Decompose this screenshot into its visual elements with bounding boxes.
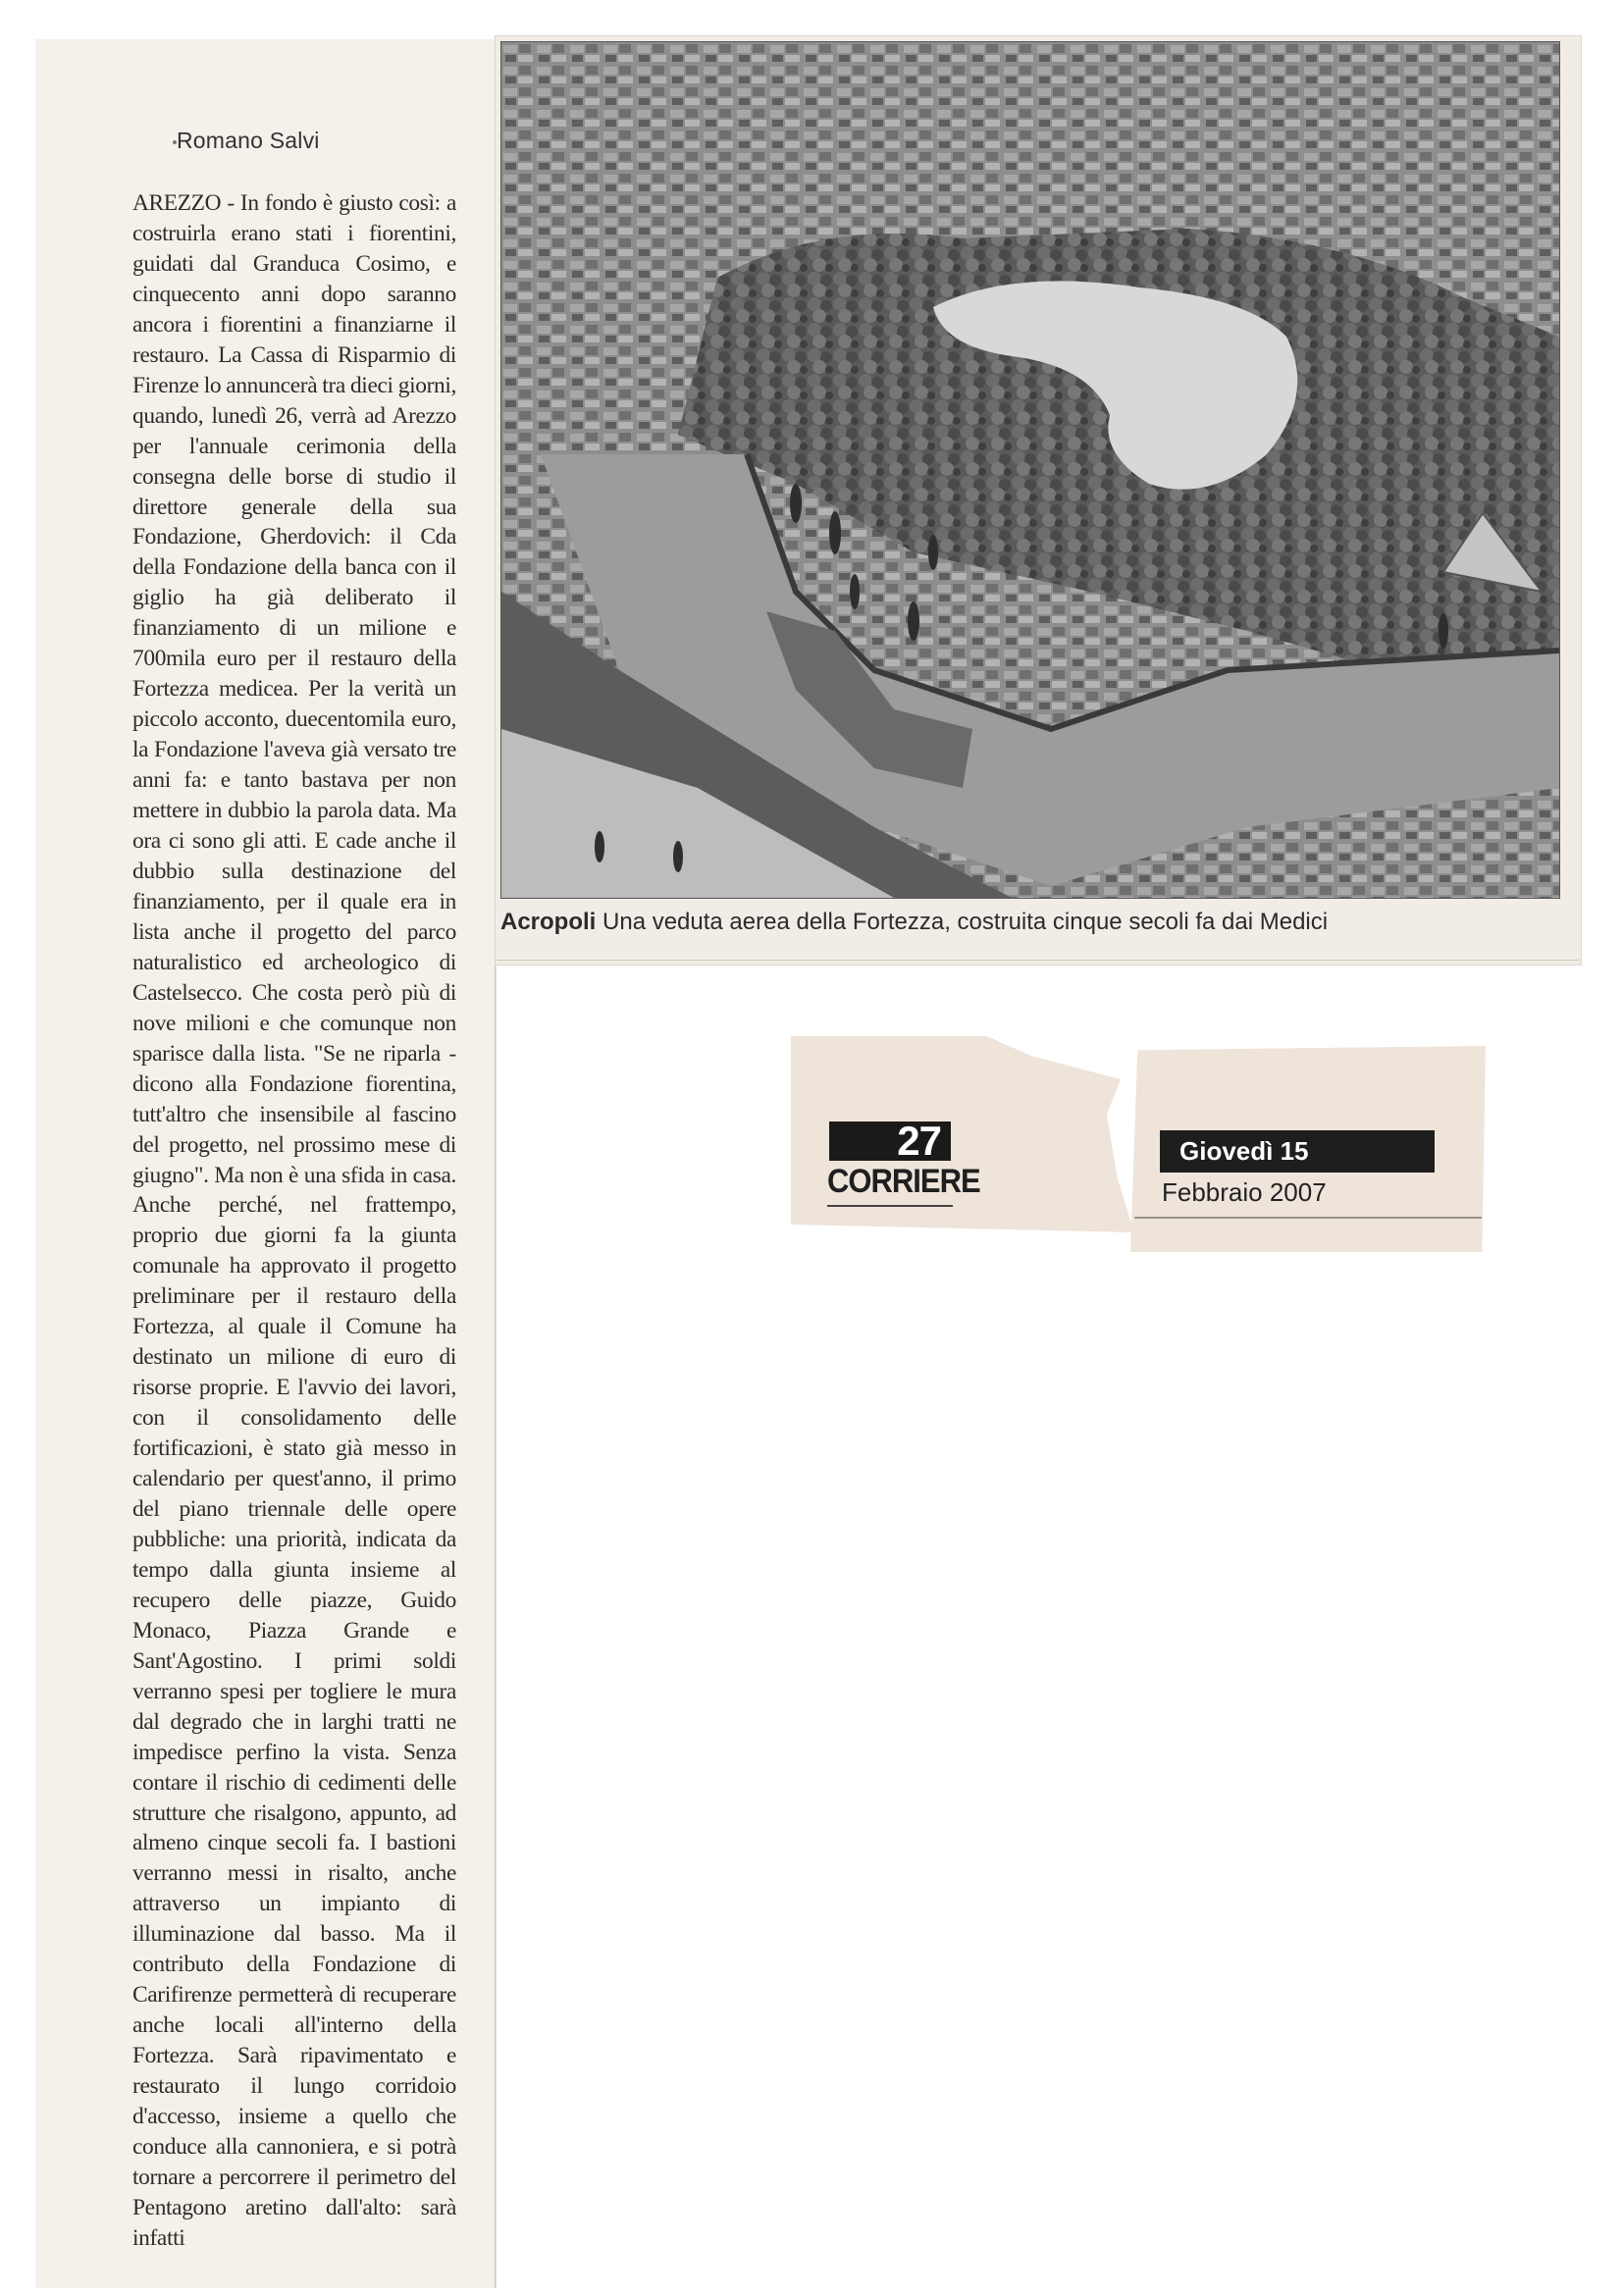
newspaper-name: CORRIERE [827, 1161, 980, 1201]
photo-caption [500, 909, 1570, 936]
issue-month-year: Febbraio 2007 [1162, 1177, 1327, 1207]
article-body: AREZZO - In fondo è giusto così: a costruirla erano stati i fiorentini, guidati dal Granduca Cosimo, e cinquecento anni dopo saranno ancora i fiorentini a finanziarne il restauro. La Cassa di Risparmio di Firenze lo annuncerà tra dieci giorni, quando, lunedì 26, verrà ad Arezzo per l'annuale cerimonia della consegna delle borse di studio il direttore generale della sua Fondazione, Gherdovich: il Cda della Fondazione della banca con il giglio ha già deliberato il finanziamento di un milione e 700mila euro per il restauro della Fortezza medicea. Per la verità un piccolo acconto, duecentomila euro, la Fondazione l'aveva già versato tre anni fa: e tanto bastava per non mettere in dubbio la parola data. Ma ora ci sono gli atti. E cade anche il dubbio sulla destinazione del finanziamento, per il quale era in lista anche il progetto del parco naturalistico ed archeologico di Castelsecco. Che costa però più di nove milioni e che comunque non sparisce dalla lista. "Se ne riparla - dicono alla Fondazione fiorentina, tutt'altro che insensibile al fascino del progetto, nel prossimo mese di giugno". Ma non è una sfida in casa. Anche perché, nel frattempo, proprio due giorni fa la giunta comunale ha approvato il progetto preliminare per il restauro della Fortezza, al quale il Comune ha destinato un milione di euro di risorse proprie. E l'avvio dei lavori, con il consolidamento delle fortificazioni, è stato già messo in calendario per quest'anno, il primo del piano triennale delle opere pubbliche: una priorità, indicata da tempo dalla giunta insieme al recupero delle piazze, Guido Monaco, Piazza Grande e Sant'Agostino. I primi soldi verranno spesi per togliere le mura dal degrado che in larghi tratti ne impedisce perfino la vista. Senza contare il rischio di cedimenti delle strutture che risalgono, appunto, ad almeno cinque secoli fa. I bastioni verranno messi in risalto, anche attraverso un impianto di illuminazione dal basso. Ma il contributo della Fondazione di Carifirenze permetterà di recuperare anche locali all'interno della Fortezza. Sarà ripavimentato e restaurato il lungo corridoio d'accesso, insieme a quello che conduce alla cannoniera, e si potrà tornare a percorrere il perimetro del Pentagono aretino dall'alto: sarà infatti [132, 190, 456, 2251]
caption-text: Una veduta aerea della Fortezza, costruita cinque secoli fa dai Medici [596, 909, 1329, 935]
newspaper-rule [827, 1205, 953, 1207]
page-number: 27 [829, 1122, 951, 1161]
caption-lead: Acropoli [500, 909, 597, 935]
date-rule [1134, 1217, 1482, 1219]
aerial-photo-image [501, 42, 1559, 898]
article-byline: Romano Salvi [177, 128, 320, 153]
caption-rule [495, 960, 1580, 961]
aerial-photo-fortezza [500, 41, 1560, 899]
issue-weekday: Giovedì 15 [1160, 1130, 1435, 1173]
